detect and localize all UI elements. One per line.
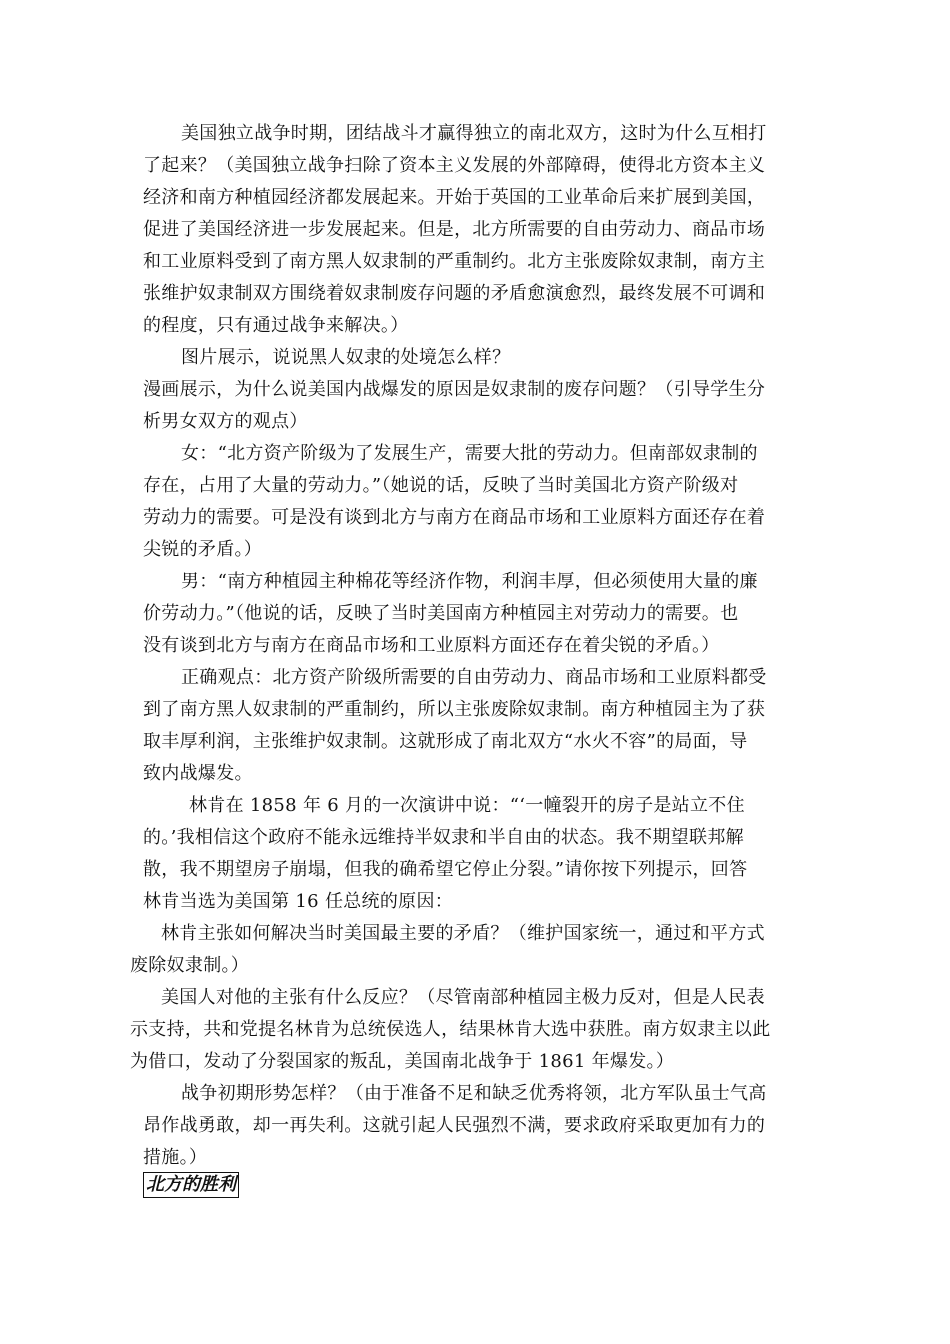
paragraph-line: 张维护奴隶制双方围绕着奴隶制废存问题的矛盾愈演愈烈，最终发展不可调和	[143, 283, 766, 304]
paragraph-line: 废除奴隶制。）	[130, 955, 250, 976]
paragraph-line: 劳动力的需要。可是没有谈到北方与南方在商品市场和工业原料方面还存在着	[143, 507, 766, 528]
paragraph-line: 图片展示，说说黑人奴隶的处境怎么样？	[181, 347, 511, 368]
paragraph-line: 美国独立战争时期，团结战斗才赢得独立的南北双方，这时为什么互相打	[181, 123, 767, 144]
paragraph-line: 和工业原料受到了南方黑人奴隶制的严重制约。北方主张废除奴隶制，南方主	[143, 251, 766, 272]
paragraph-line: 的程度，只有通过战争来解决。）	[143, 315, 409, 336]
paragraph-line: 林肯主张如何解决当时美国最主要的矛盾？（维护国家统一，通过和平方式	[161, 923, 765, 944]
paragraph-line: 到了南方黑人奴隶制的严重制约，所以主张废除奴隶制。南方种植园主为了获	[143, 699, 766, 720]
paragraph-line: 存在，占用了大量的劳动力。”（她说的话，反映了当时美国北方资产阶级对	[143, 475, 739, 496]
paragraph-line: 析男女双方的观点）	[143, 411, 308, 432]
paragraph-line: 致内战爆发。	[143, 763, 253, 784]
paragraph-line: 正确观点：北方资产阶级所需要的自由劳动力、商品市场和工业原料都受	[181, 667, 767, 688]
paragraph-line: 战争初期形势怎样？（由于准备不足和缺乏优秀将领，北方军队虽士气高	[181, 1083, 767, 1104]
section-heading: 北方的胜利	[143, 1172, 239, 1198]
paragraph-line: 措施。）	[143, 1147, 208, 1168]
paragraph-line: 美国人对他的主张有什么反应？（尽管南部种植园主极力反对，但是人民表	[161, 987, 765, 1008]
paragraph-line: 促进了美国经济进一步发展起来。但是，北方所需要的自由劳动力、商品市场	[143, 219, 766, 240]
paragraph-line: 漫画展示，为什么说美国内战爆发的原因是奴隶制的废存问题？（引导学生分	[143, 379, 766, 400]
paragraph-line: 尖锐的矛盾。）	[143, 539, 263, 560]
paragraph-line: 价劳动力。”（他说的话，反映了当时美国南方种植园主对劳动力的需要。也	[143, 603, 739, 624]
paragraph-line: 了起来？（美国独立战争扫除了资本主义发展的外部障碍，使得北方资本主义	[143, 155, 766, 176]
paragraph-line: 示支持，共和党提名林肯为总统侯选人，结果林肯大选中获胜。南方奴隶主以此	[130, 1019, 771, 1040]
paragraph-line: 没有谈到北方与南方在商品市场和工业原料方面还存在着尖锐的矛盾。）	[143, 635, 720, 656]
paragraph-line: 林肯在 1858 年 6 月的一次演讲中说：“‘一幢裂开的房子是站立不住	[189, 795, 745, 816]
paragraph-line: 昂作战勇敢，却一再失利。这就引起人民强烈不满，要求政府采取更加有力的	[143, 1115, 766, 1136]
paragraph-line: 为借口，发动了分裂国家的叛乱，美国南北战争于 1861 年爆发。）	[130, 1051, 675, 1072]
paragraph-line: 经济和南方种植园经济都发展起来。开始于英国的工业革命后来扩展到美国，	[143, 187, 766, 208]
paragraph-line: 散，我不期望房子崩塌，但我的确希望它停止分裂。”请你按下列提示，回答	[143, 859, 748, 880]
paragraph-line: 男：“南方种植园主种棉花等经济作物，利润丰厚，但必须使用大量的廉	[181, 571, 758, 592]
paragraph-line: 取丰厚利润，主张维护奴隶制。这就形成了南北双方“水火不容”的局面，导	[143, 731, 748, 752]
paragraph-line: 女：“北方资产阶级为了发展生产，需要大批的劳动力。但南部奴隶制的	[181, 443, 758, 464]
paragraph-line: 的。’我相信这个政府不能永远维持半奴隶和半自由的状态。我不期望联邦解	[143, 827, 744, 848]
paragraph-line: 林肯当选为美国第 16 任总统的原因：	[143, 891, 454, 912]
